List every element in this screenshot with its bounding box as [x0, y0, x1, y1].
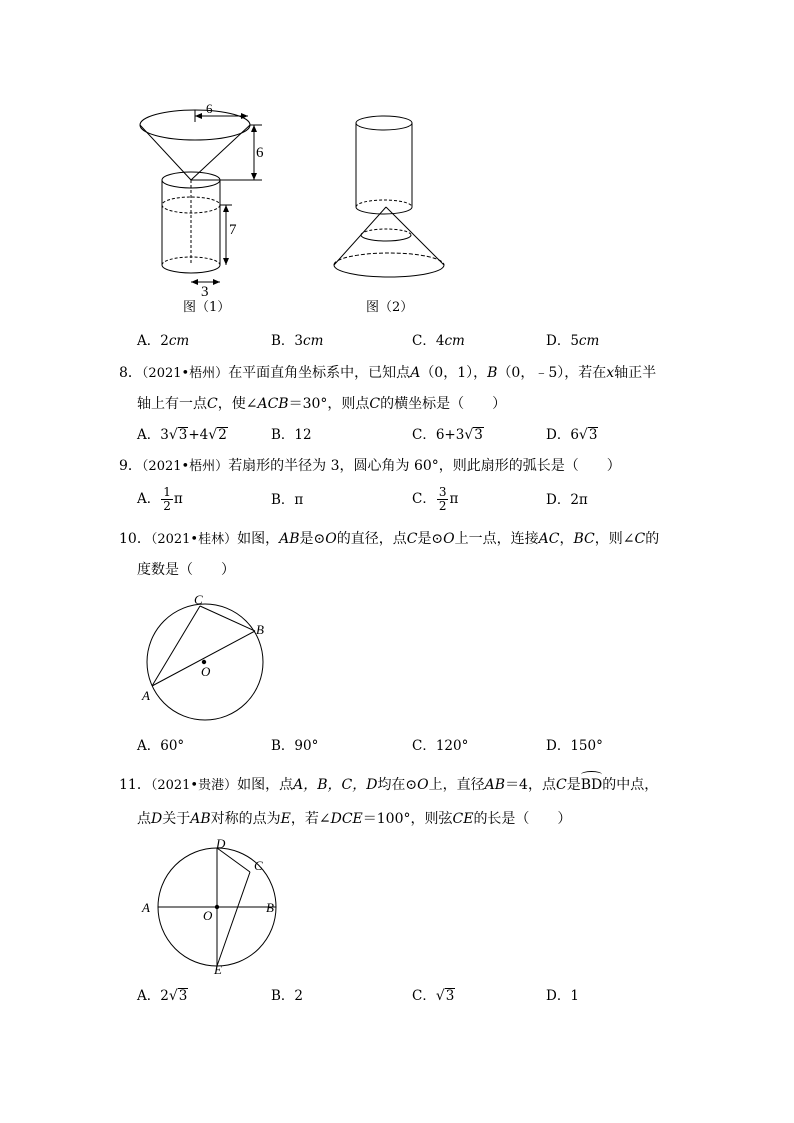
denominator: 2: [438, 499, 447, 513]
stem-text: 的: [645, 531, 660, 547]
radicand: 2: [218, 427, 227, 443]
stem-text: 轴上有一点: [137, 396, 207, 412]
option-value: 2: [294, 988, 304, 1004]
stem-text: 是: [566, 777, 581, 793]
option-label: B．: [271, 333, 295, 349]
q8-option-a[interactable]: [137, 425, 228, 445]
stem-text: 的长是（ ）: [473, 811, 572, 827]
q10-option-a[interactable]: [137, 736, 184, 756]
radicand: 3: [178, 427, 188, 443]
numerator: 1: [163, 485, 171, 499]
option-value: 5: [570, 333, 579, 349]
stem-text: （0，1），: [420, 365, 488, 381]
var-c: C: [207, 396, 218, 412]
option-label: C．: [412, 988, 436, 1004]
stem-text: 上一点，连接: [454, 531, 539, 547]
option-label: A．: [137, 988, 161, 1004]
stem-text: 上，直径: [428, 777, 485, 793]
sqrt-icon: √: [578, 427, 588, 443]
var-b: B: [487, 365, 498, 381]
q10-point-c-label: C: [194, 592, 203, 607]
option-label: B．: [271, 427, 295, 443]
question-source: （2021•桂林）: [150, 532, 238, 547]
radicand: 3: [588, 427, 598, 443]
question-number: 9．: [119, 458, 142, 474]
stem-text: ，则∠: [594, 531, 635, 547]
option-label: A．: [137, 738, 161, 754]
option-value: +4: [188, 427, 209, 443]
q8-stem-line2: [137, 394, 506, 414]
var-o: O: [417, 777, 429, 793]
option-label: A．: [137, 491, 161, 507]
dim-radius-top-label: 6: [206, 101, 213, 116]
question-source: （2021•梧州）: [141, 366, 229, 381]
q8-stem-line1: [119, 363, 656, 384]
question-source: （2021•贵港）: [150, 778, 238, 793]
q8-option-d[interactable]: [546, 425, 598, 445]
stem-text: 若扇形的半径为 3，圆心角为 60°，则此扇形的弧长是（ ）: [228, 458, 621, 474]
sqrt-icon: √: [208, 427, 218, 443]
stem-text: 在平面直角坐标系中，已知点: [228, 365, 411, 381]
q10-option-d[interactable]: [546, 736, 603, 756]
q9-option-d[interactable]: [546, 490, 588, 510]
option-label: A．: [137, 427, 161, 443]
var-ab: AB: [279, 531, 300, 547]
q11-circle-figure: [140, 835, 280, 975]
option-label: D．: [546, 988, 571, 1004]
var-dce: DCE: [330, 811, 363, 827]
option-label: D．: [546, 738, 571, 754]
option-label: B．: [271, 738, 295, 754]
option-label: C．: [412, 333, 436, 349]
option-label: C．: [412, 491, 436, 507]
stem-text: 点: [137, 811, 151, 827]
question-number: 8．: [119, 365, 142, 381]
numerator: 3: [438, 485, 447, 499]
option-value: 12: [294, 427, 312, 443]
var-o: O: [325, 531, 337, 547]
q8-option-b[interactable]: [271, 425, 312, 445]
stem-text: 的横坐标是（ ）: [380, 396, 507, 412]
q11-stem-line2: [137, 809, 571, 829]
var-c: C: [634, 531, 646, 547]
option-value: 90°: [294, 738, 319, 754]
option-value: 6+3: [435, 427, 465, 443]
option-value: 60°: [160, 738, 185, 754]
q11-point-a-label: A: [142, 900, 150, 915]
stem-text: ，若∠: [290, 811, 331, 827]
var-ce: CE: [452, 811, 474, 827]
var-acb: ACB: [257, 396, 289, 412]
q11-point-e-label: E: [214, 962, 222, 977]
var-d: D: [151, 811, 163, 827]
sqrt-icon: √: [168, 988, 178, 1004]
stem-text: 是⊙: [417, 531, 444, 547]
pi-symbol: π: [449, 491, 459, 507]
var-ac: AC: [538, 531, 560, 547]
cone-cylinder-figure-1: [130, 100, 280, 310]
q9-option-a[interactable]: [137, 486, 183, 513]
q10-point-b-label: B: [256, 622, 264, 637]
var-a: A: [410, 365, 421, 381]
stem-text: 的中点，: [602, 777, 659, 793]
q9-option-c[interactable]: [412, 486, 458, 513]
stem-text: ，: [559, 531, 574, 547]
sqrt-icon: √: [168, 427, 178, 443]
var-points: A，B，C，D: [293, 777, 378, 793]
cone-cylinder-figure-2: [325, 105, 455, 285]
stem-text: 均在⊙: [377, 777, 418, 793]
question-number: 10．: [119, 531, 151, 547]
dim-cone-height-label: 6: [256, 145, 264, 161]
question-number: 11．: [119, 777, 151, 793]
option-value: 2: [160, 988, 169, 1004]
pi-symbol: π: [173, 491, 183, 507]
option-label: C．: [412, 738, 436, 754]
figure-2-caption: 图（2）: [366, 300, 414, 315]
dim-radius-bottom-label: 3: [201, 284, 209, 300]
option-unit: cm: [303, 333, 324, 349]
option-value: 120°: [435, 738, 469, 754]
var-c: C: [406, 531, 418, 547]
q9-stem: [119, 456, 621, 477]
q11-point-d-label: D: [216, 836, 226, 851]
stem-text: 如图，: [237, 531, 280, 547]
radicand: 3: [445, 988, 455, 1004]
sqrt-icon: √: [435, 988, 445, 1004]
option-label: D．: [546, 333, 571, 349]
radicand: 3: [178, 988, 188, 1004]
var-c: C: [369, 396, 381, 412]
stem-text: 是⊙: [299, 531, 326, 547]
var-c: C: [555, 777, 567, 793]
option-value: 3: [160, 427, 169, 443]
option-label: A．: [137, 333, 161, 349]
q11-option-c[interactable]: [412, 986, 455, 1006]
fraction: [161, 486, 173, 513]
stem-text: 关于: [162, 811, 191, 827]
option-unit: cm: [578, 333, 600, 349]
option-value: 3: [294, 333, 304, 349]
stem-text: ＝4，点: [505, 777, 556, 793]
q7-option-b[interactable]: [271, 331, 323, 351]
var-o: O: [443, 531, 455, 547]
var-e: E: [280, 811, 291, 827]
option-unit: cm: [168, 333, 190, 349]
var-ab: AB: [484, 777, 506, 793]
dim-water-height-label: 7: [229, 222, 237, 238]
option-label: D．: [546, 492, 571, 508]
option-label: B．: [271, 492, 295, 508]
q11-point-o-label: O: [203, 908, 213, 923]
q10-point-a-label: A: [142, 688, 150, 703]
q7-option-a[interactable]: [137, 331, 189, 351]
q10-option-b[interactable]: [271, 736, 318, 756]
option-value: 4: [435, 333, 445, 349]
fraction: [437, 486, 449, 513]
q10-stem-line2: 度数是（ ）: [137, 562, 235, 578]
stem-text: 轴正半: [614, 365, 657, 381]
option-label: B．: [271, 988, 295, 1004]
option-value: 6: [570, 427, 579, 443]
stem-text: 的直径，点: [336, 531, 407, 547]
q9-option-b[interactable]: [271, 490, 303, 510]
var-bc: BC: [573, 531, 595, 547]
option-value: 1: [570, 988, 579, 1004]
option-value: π: [294, 492, 304, 508]
radicand: 3: [474, 427, 483, 443]
stem-text: ＝30°，则点: [288, 396, 370, 412]
sqrt-icon: √: [464, 427, 474, 443]
q7-option-d[interactable]: [546, 331, 599, 351]
q10-option-c[interactable]: [412, 736, 468, 756]
var-ab: AB: [190, 811, 211, 827]
q11-option-a[interactable]: [137, 986, 188, 1006]
question-source: （2021•梧州）: [141, 459, 229, 474]
option-label: D．: [546, 427, 571, 443]
stem-text: 对称的点为: [210, 811, 281, 827]
q10-circle-figure: [135, 590, 275, 730]
stem-text: ＝100°，则弦: [362, 811, 453, 827]
q11-point-b-label: B: [266, 900, 274, 915]
stem-text: 如图，点: [237, 777, 294, 793]
q11-option-b[interactable]: [271, 986, 303, 1006]
var-x: x: [606, 365, 615, 381]
option-label: C．: [412, 427, 436, 443]
q11-option-d[interactable]: [546, 986, 579, 1006]
option-unit: cm: [444, 333, 465, 349]
q10-stem-line1: [119, 529, 659, 550]
denominator: 2: [163, 499, 171, 513]
q11-stem-line1: [119, 775, 658, 796]
option-value: 2: [160, 333, 169, 349]
q10-point-o-label: O: [201, 664, 211, 679]
arc-bd: BD: [580, 777, 603, 793]
q8-option-c[interactable]: [412, 425, 484, 445]
q11-point-c-label: C: [254, 858, 263, 873]
stem-text: ，使∠: [217, 396, 258, 412]
figure-1-caption: 图（1）: [183, 300, 231, 315]
option-value: 2π: [570, 492, 588, 508]
q7-option-c[interactable]: [412, 331, 465, 351]
stem-text: （0，﹣5），若在: [497, 365, 607, 381]
option-value: 150°: [570, 738, 603, 754]
